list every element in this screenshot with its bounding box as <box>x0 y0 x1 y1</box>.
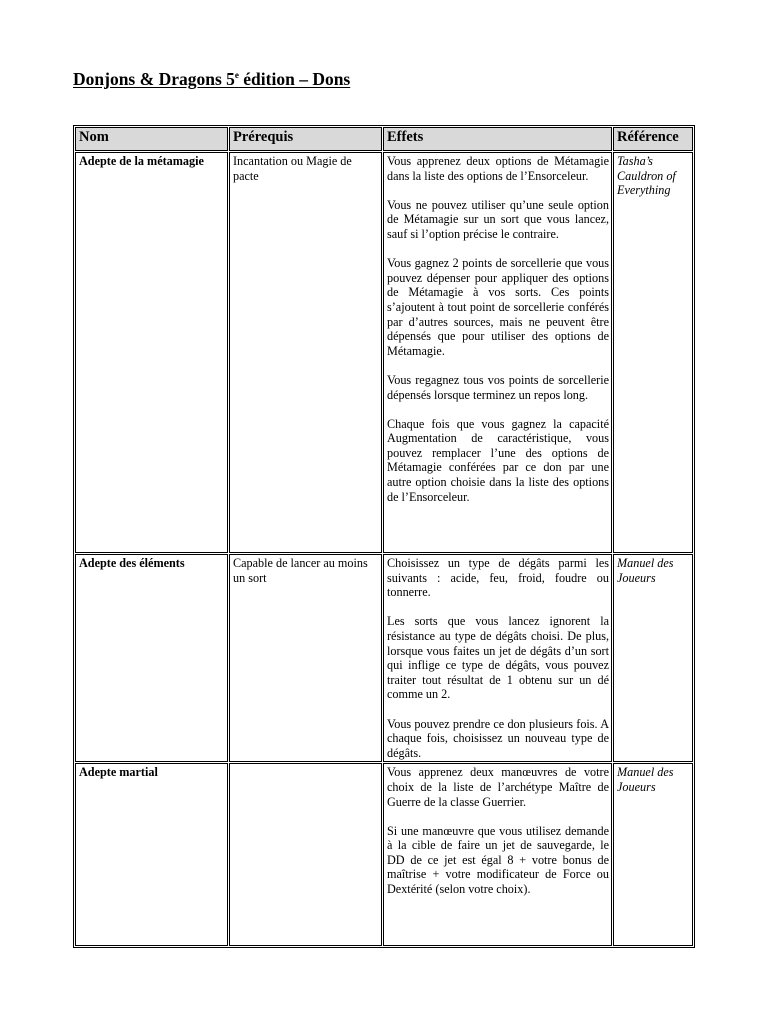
title-rest: édition – Dons <box>238 69 351 89</box>
effect-paragraph: Vous pouvez prendre ce don plusieurs fois. A chaque fois, choisissez un nouveau type de dégâts. <box>387 716 609 760</box>
table-header-row <box>75 127 693 151</box>
effect-paragraph: Vous ne pouvez utiliser qu’une seule option de Métamagie sur un sort que vous lancez, sauf si l’option précise le contraire. <box>387 197 609 241</box>
table-row <box>75 763 693 946</box>
header-prerequis: Prérequis <box>229 127 382 151</box>
effect-paragraph: Si une manœuvre que vous utilisez demande à la cible de faire un jet de sauvegarde, le DD de ce jet est égal 8 + votre bonus de maîtrise + votre modificateur de Force ou Dextérité (selon votre choix). <box>387 823 609 897</box>
feat-reference: Manuel des Joueurs <box>613 554 693 762</box>
feat-name: Adepte de la métamagie <box>75 152 228 553</box>
feat-name: Adepte martial <box>75 763 228 946</box>
feat-prerequisite: Capable de lancer au moins un sort <box>229 554 382 762</box>
title-main: Donjons & Dragons 5 <box>73 69 235 89</box>
feats-table <box>73 125 695 948</box>
feat-prerequisite: Incantation ou Magie de pacte <box>229 152 382 553</box>
feat-effects <box>383 763 612 946</box>
effect-paragraph: Choisissez un type de dégâts parmi les suivants : acide, feu, froid, foudre ou tonnerre. <box>387 556 609 600</box>
table-row <box>75 554 693 762</box>
effect-paragraph: Vous regagnez tous vos points de sorcellerie dépensés lorsque terminez un repos long. <box>387 372 609 402</box>
effect-paragraph: Chaque fois que vous gagnez la capacité Augmentation de caractéristique, vous pouvez remplacer l’une des options de Métamagie conférées par ce don par une autre option choisie dans la liste des options de l’Ensorceleur. <box>387 416 609 504</box>
effect-paragraph: Vous apprenez deux manœuvres de votre choix de la liste de l’archétype Maître de Guerre de la classe Guerrier. <box>387 765 609 809</box>
header-reference: Référence <box>613 127 693 151</box>
feat-reference: Tasha’s Cauldron of Everything <box>613 152 693 553</box>
table-row <box>75 152 693 553</box>
effect-paragraph: Vous gagnez 2 points de sorcellerie que vous pouvez dépenser pour appliquer des options de Métamagie à vos sorts. Ces points s’ajoutent à tout point de sorcellerie conférés par d’autres sources, mais ne peuvent être dépensés que pour utiliser des options de Métamagie. <box>387 256 609 358</box>
header-effets: Effets <box>383 127 612 151</box>
feat-reference: Manuel des Joueurs <box>613 763 693 946</box>
header-nom: Nom <box>75 127 228 151</box>
document-title <box>73 69 350 90</box>
title-superscript: e <box>234 70 239 80</box>
feat-effects <box>383 554 612 762</box>
effect-paragraph: Les sorts que vous lancez ignorent la résistance au type de dégâts choisi. De plus, lorsque vous faites un jet de dégâts d’un sort qui inflige ce type de dégâts, vous pouvez traiter tout résultat de 1 obtenu sur un dé comme un 2. <box>387 614 609 702</box>
effect-paragraph: Vous apprenez deux options de Métamagie dans la liste des options de l’Ensorceleur. <box>387 154 609 183</box>
feat-name: Adepte des éléments <box>75 554 228 762</box>
feat-effects <box>383 152 612 553</box>
feat-prerequisite <box>229 763 382 946</box>
